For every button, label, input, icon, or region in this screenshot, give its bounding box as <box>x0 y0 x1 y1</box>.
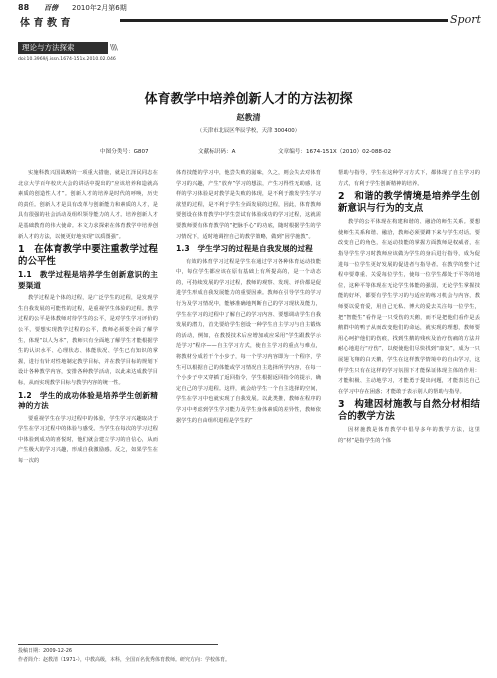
heading-1-2: 1.2 学生的成功体验是培养学生创新精神的方法 <box>18 390 158 410</box>
heading-1: 1 在体育教学中要注重教学过程的公平性 <box>18 244 158 268</box>
paragraph-2: 教学的公平体现在构建和谐的、融洽的师生关系。要想使师生关系和谐、融洽，教师必须要蹲下来与学生对话。要改变自己的角色，在运动技能的掌握方面教师是权威者，在指导学生学习时教师应该做为学生的身后进行指导，成为促进每一位学生更好发展的促进者与指导者。在教学的整个过程中要尊重、关爱每位学生，使每一位学生都处于平等的地位，这种平等体现在无论学生体能的强弱，无论学生掌握技能的好坏，都要有学生学习的与适应的练习机会与内容，教师要以爱育爱，用自己无私、博大的爱去关注每一位学生，把“智能生”看作是一只受伤的天鹅，而不是把他们看作是丢鹅群中的鸭子从而改变他们的命运，就实现的理想，教师要用心呵护他们的伤痕，找到生鹅的残疾及治疗伤痛的方法并耐心地进行“疗伤”，以便使他们尽快找到“康复”，成为一只展翅飞翔的白天鹅，学生在这样教学情境中的自由学习，这样学生只有在这样的学习氛围下才能保证体现主体的作用：才能积极、主动地学习，才能勇于提出问题，才能表达自己在学习中存在困惑；才能敢于表示别人的帮助与指导。 <box>338 219 480 395</box>
heading-1-3: 1.3 学生学习的过程是自我发展的过程 <box>176 244 313 254</box>
column-2 <box>176 168 321 426</box>
doi: doi:10.3969/j.issn.1674-151x.2010.02.046 <box>18 57 116 62</box>
page-number: 88 <box>18 3 30 12</box>
heading-1-1: 1.1 教学过程是培养学生创新意识的主要渠道 <box>18 270 158 290</box>
intro-paragraph: 实施科教兴国战略的一项重大措施，就是江泽民同志在北京大学百年校庆大会的讲话中提出的“应该培养和造就高素质的创造性人才”。创新人才的培养是时代的呼唤，历史的责任。创新人才是具有改革与创新能力和素质的人才，是具有很强的社会活动及组织领导能力的人才。培养创新人才是基础教育的伟大使命。本文力求探索在体育教学中培养创新人才的方法，以便更好地实现“以质图强”。 <box>18 170 158 240</box>
paragraph-1-2-cont: 体育技能的学习中，他尝失败的滋味，久之，则会失去对体育学习的兴趣，产生“放弃”学习的想法，产生习得性无助感，这样的学习体验是对教学是失败的体现，是不利于激发学生学习欲望的过程，是不利于学生全面发展的过程，因此，体育教师要创设在体育教学中学生尝试有体验成功的学习过程，这就需要教师要有体育教学的“把脉手心”的功底，随时根据学生的学习情况下，适时地调控自己的教学策略，做到“因学施教”。 <box>176 170 321 240</box>
author-note: 作者简介：赵教清（1971-），中教高级，本科，全国百名优秀体育教师。研究方向：学校体育。 <box>18 657 231 663</box>
received-date: 投稿日期：2009-12-26 <box>18 648 73 654</box>
paragraph-1-3: 有效的体育学习过程是学生在通过学习各种体育运动技能中，每位学生都应该在原有基础上有所提高的，是一个动态的，可持续发展的学习过程，教师的观察、发现、评价都是促进学生形成自我发展能力的重要因素。教师在引导学生的学习行为及学习情况中，能够准确地判断自己的学习现状及能力，学生在学习的过程中了解自己的学习内容、要想调动学生自我发展的潜力，首先要给学生创设一种学生自主学习与自主锻炼的活动，例如，在教授技术后应增加或应采用“学生跟教学示范学习”程序——自主学习方式，使自主学习的重点与难点，将教材分成若干个小步子，每一个学习内容即为一个程序，学生可以根据自己的体能或学习情况自主选择所学内容，在每一个小步子中又穿插了返回指令，学生根据返回指令的提示，确定自己的学习进程。这样，就会给学生一个自主选择的空间，学生在学习中也就实现了自我发展。以此类推，教师在程序的学习中考虑到学生学习能力及学生身体素质的差异性，教师依据学生的自由组织进程是学生的” <box>176 258 321 424</box>
heading-3: 3 构建因材施教与自然分材相结合的教学方法 <box>338 399 480 423</box>
journal-name-small: 百傍 <box>44 4 58 12</box>
footer-rule <box>18 644 218 645</box>
article-author: 赵教清 <box>236 113 261 122</box>
header-rule <box>120 19 460 22</box>
article-title: 体育教学中培养创新人才的方法初探 <box>144 92 353 107</box>
sport-label: Sport <box>450 13 481 26</box>
column-tag <box>18 42 108 54</box>
clc-number: 中图分类号：G807 <box>100 149 149 155</box>
article-number: 文章编号：1674-151X（2010）02-088-02 <box>278 149 392 155</box>
column-tag-text: 理论与方法探索 <box>22 43 75 52</box>
page-header <box>0 0 497 30</box>
paragraph-1-1: 教学过程是个体的过程，是广泛学生的过程，是发现学生自我发展的可能性的过程，是重视学生体验的过程。教学过程的公平是体教师对待学生的公平，是对学生学习评价的公平，要想实现教学过程的公平，教师必须要全面了解学生，体现“以人为本”，教师只有全面地了解学生才能根据学生的认识水平、心理状态、体能状况、学生已有知识的掌握，进行有针对性地制定教学目标，并在教学目标的规划下设计各种教学内容，安排各种教学活动，以此来达成教学目标，从而实现教学目标与教学内容的统一性。 <box>18 295 158 386</box>
column-1 <box>18 168 158 466</box>
article-affiliation: （天津市北辰区华辰学校，天津 300400） <box>196 128 301 134</box>
section-title: 体 育 教 育 <box>20 18 71 29</box>
column-tag-arrows: \\\\ <box>110 43 117 52</box>
footer-notes <box>18 647 478 665</box>
document-code: 文献标识码：A <box>198 149 236 155</box>
paragraph-1-3-cont: 帮助与指导，学生在这种学习方式下，都体现了自主学习的方式，有利于学生创新精神的培养。 <box>338 170 480 187</box>
issue-label: 2010年2月第6期 <box>72 4 127 12</box>
heading-2: 2 和谐的教学情境是培养学生创新意识与行为的支点 <box>338 191 480 215</box>
paragraph-1-2: 要重视学生在学习过程中的体验，学生学习兴趣取决于学生在学习过程中的体验与感受。当学生在每次的学习过程中体验到成功的喜悦时，他们就会建立学习的自信心，从而产生极大的学习兴趣，形成自我激励感。反之，如果学生在每一次的 <box>18 415 158 464</box>
paragraph-3: 因材施教是体育教学中倡导多年的教学方法，这里的“材”是指学生的个体 <box>338 427 480 444</box>
column-3 <box>338 168 480 446</box>
